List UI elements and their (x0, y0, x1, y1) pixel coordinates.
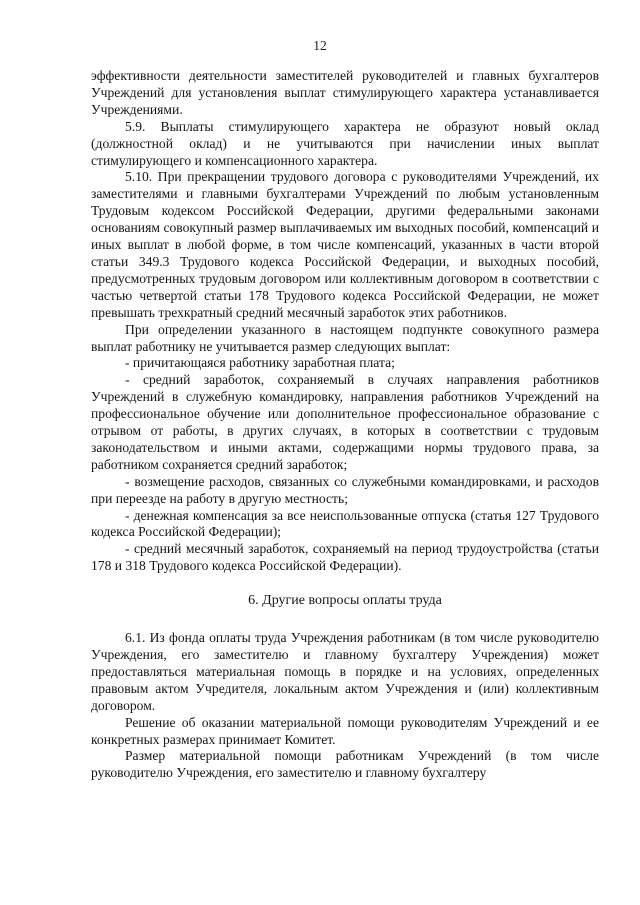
paragraph: Размер материальной помощи работникам Учреждений (в том числе руководителю Учреждения, его заместителю и главному бухгалтеру (91, 748, 599, 781)
paragraph: Решение об оказании материальной помощи руководителям Учреждений и ее конкретных размерах принимает Комитет. (91, 714, 599, 747)
paragraphs-after-section (91, 630, 599, 782)
list-item: - средний месячный заработок, сохраняемый на период трудоустройства (статьи 178 и 318 Трудового кодекса Российской Федерации). (91, 541, 599, 574)
paragraph: 5.9. Выплаты стимулирующего характера не образуют новый оклад (должностной оклад) и не учитываются при начислении иных выплат стимулирующего и компенсационного характера. (91, 118, 599, 168)
paragraph: При определении указанного в настоящем подпункте совокупного размера выплат работнику не учитывается размер следующих выплат: (91, 321, 599, 354)
paragraph: 6.1. Из фонда оплаты труда Учреждения работникам (в том числе руководителю Учреждения, его заместителю и главному бухгалтеру Учреждения) может предоставляться материальная помощь в порядке и на условиях, определенных правовым актом Учредителя, локальным актом Учреждения и (или) коллективным договором. (91, 630, 599, 713)
paragraph: 5.10. При прекращении трудового договора с руководителями Учреждений, их заместителями и главными бухгалтерами Учреждений по любым установленным Трудовым кодексом Российской Федерации, другими федеральными законами основаниям совокупный размер выплачиваемых им выходных пособий, компенсаций и иных выплат в любой форме, в том числе компенсаций, указанных в части второй статьи 349.3 Трудового кодекса Российской Федерации, и выходных пособий, предусмотренных трудовым договором или коллективным договором в соответствии с частью четвертой статьи 178 Трудового кодекса Российской Федерации, не может превышать трехкратный средний месячный заработок этих работников. (91, 169, 599, 320)
list-item: - денежная компенсация за все неиспользованные отпуска (статья 127 Трудового кодекса Российской Федерации); (91, 507, 599, 540)
document-body (91, 68, 599, 782)
list-item: - причитающаяся работнику заработная плата; (125, 355, 395, 371)
section-heading: 6. Другие вопросы оплаты труда (248, 593, 442, 609)
page-number: 12 (313, 38, 327, 53)
list-item: - возмещение расходов, связанных со служебными командировками, и расходов при переезде на работу в другую местность; (91, 473, 599, 506)
paragraph: эффективности деятельности заместителей руководителей и главных бухгалтеров Учреждений для установления выплат стимулирующего характера устанавливается Учреждениями. (91, 68, 599, 117)
paragraphs-before-section (91, 68, 599, 575)
list-item: - средний заработок, сохраняемый в случаях направления работников Учреждений в служебную командировку, направления работников Учреждений на профессиональное обучение или дополнительное профессиональное образование с отрывом от работы, в других случаях, в которых в соответствии с трудовым законодательством и иными актами, содержащими нормы трудового права, за работником сохраняется средний заработок; (91, 372, 599, 472)
